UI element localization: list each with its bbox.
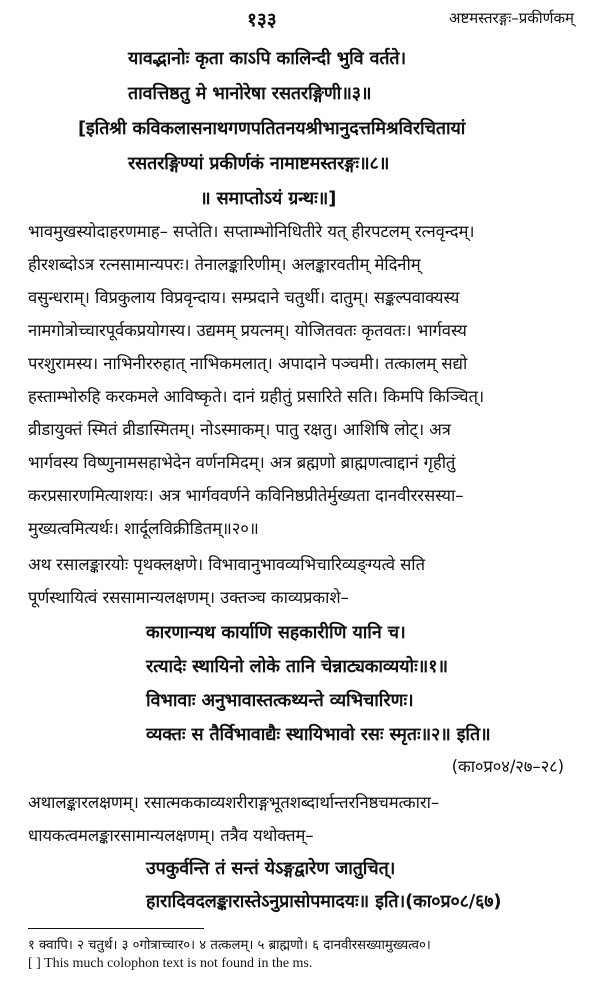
quote-verse: हारादिवदलङ्कारास्तेऽनुप्रासोपमादयः॥ इति।(का०प्र०८/६७) — [146, 891, 502, 912]
running-title: अष्टमस्तरङ्गः–प्रकीर्णकम् — [448, 9, 574, 27]
quote-verse: कारणान्यथ कार्याणि सहकारीणि यानि च। — [146, 622, 406, 643]
commentary-line: हस्ताम्भोरुहि करकमले आविष्कृते। दानं ग्रहीतुं प्रसारिते सति। किमपि किञ्चित्। — [28, 387, 485, 406]
quote-verse: विभावाः अनुभावास्तत्कथ्यन्ते व्यभिचारिणः। — [146, 690, 414, 711]
verse-line: तावत्तिष्ठतु मे भानोरेषा रसतरङ्गिणी॥३॥ — [128, 83, 372, 104]
colophon-line: [इतिश्री कविकलासनाथगणपतितनयश्रीभानुदत्तमिश्रविरचितायां — [78, 118, 466, 139]
commentary-line: मुख्यत्वमित्यर्थः। शार्दूलविक्रीडितम्॥२०॥ — [28, 519, 259, 538]
quote-reference: (का०प्र०४/२७–२८) — [451, 757, 564, 776]
colophon-line: रसतरङ्गिण्यां प्रकीर्णकं नामाष्टमस्तरङ्गः॥८॥ — [128, 153, 390, 174]
footnote-rule — [28, 928, 204, 929]
commentary-line: भावमुखस्योदाहरणमाह– सप्तेति। सप्ताम्भोनिधितीरे यत् हीरपटलम् रत्नवृन्दम्। — [28, 222, 475, 241]
commentary-line: अथ रसालङ्कारयोः पृथक्लक्षणे। विभावानुभावव्यभिचारिव्यङ्ग्यत्वे सति — [28, 555, 425, 574]
quote-verse: व्यक्तः स तैर्विभावाद्यैः स्थायिभावो रसः स्मृतः॥२॥ इति॥ — [146, 724, 491, 745]
commentary-line: भार्गवस्य विष्णुनामसहाभेदेन वर्णनमिदम्। अत्र ब्रह्मणो ब्राह्मणत्वाद्दानं गृहीतुं — [28, 453, 456, 472]
quote-verse: रत्यादेः स्थायिनो लोके तानि चेन्नाट्यकाव्ययोः॥१॥ — [146, 656, 448, 677]
page-number: १३३ — [247, 9, 277, 31]
commentary-line: अथालङ्कारलक्षणम्। रसात्मककाव्यशरीराङ्गभूतशब्दार्थान्तरनिष्ठचमत्कारा– — [28, 793, 440, 812]
commentary-line: व्रीडायुक्तं स्मितं व्रीडास्मितम्। नोऽस्माकम्। पातु रक्षतु। आशिषि लोट्। अत्र — [28, 420, 451, 439]
quote-verse: उपकुर्वन्ति तं सन्तं येऽङ्गद्वारेण जातुचित्। — [146, 858, 396, 879]
footnote-note: [ ] This much colophon text is not found in the ms. — [28, 956, 313, 971]
commentary-line: करप्रसारणमित्याशयः। अत्र भार्गववर्णने कविनिष्ठप्रीतेर्मुख्यता दानवीररसस्या– — [28, 486, 464, 505]
commentary-line: परशुरामस्य। नाभिनीररुहात् नाभिकमलात्। अपादाने पञ्चमी। तत्कालम् सद्यो — [28, 354, 468, 373]
commentary-line: वसुन्धराम्। विप्रकुलाय विप्रवृन्दाय। सम्प्रदाने चतुर्थी। दातुम्। सङ्कल्पवाक्यस्य — [28, 288, 460, 307]
commentary-line: हीरशब्दोऽत्र रत्नसामान्यपरः। तेनालङ्कारिणीम्। अलङ्कारवतीम् मेदिनीम् — [28, 255, 421, 274]
footnote-variants: १ क्वापि। २ चतुर्थ। ३ ०गोत्राच्चार०। ४ तत्कलम्। ५ ब्राह्मणो। ६ दानवीरसख्यामुख्यत्व०। — [28, 938, 431, 953]
commentary-line: नामगोत्रोच्चारपूर्वकप्रयोगस्य। उद्यमम् प्रयत्नम्। योजितवतः कृतवतः। भार्गवस्य — [28, 321, 467, 340]
colophon-end: ॥ समाप्तोऽयं ग्रन्थः॥] — [200, 188, 337, 209]
commentary-line: पूर्णस्थायित्वं रससामान्यलक्षणम्। उक्तञ्च काव्यप्रकाशे– — [28, 588, 349, 607]
page-header — [0, 6, 600, 32]
verse-line: यावद्भानोः कृता काऽपि कालिन्दी भुवि वर्तते। — [128, 48, 407, 69]
commentary-line: धायकत्वमलङ्कारसामान्यलक्षणम्। तत्रैव यथोक्तम्– — [28, 826, 314, 845]
